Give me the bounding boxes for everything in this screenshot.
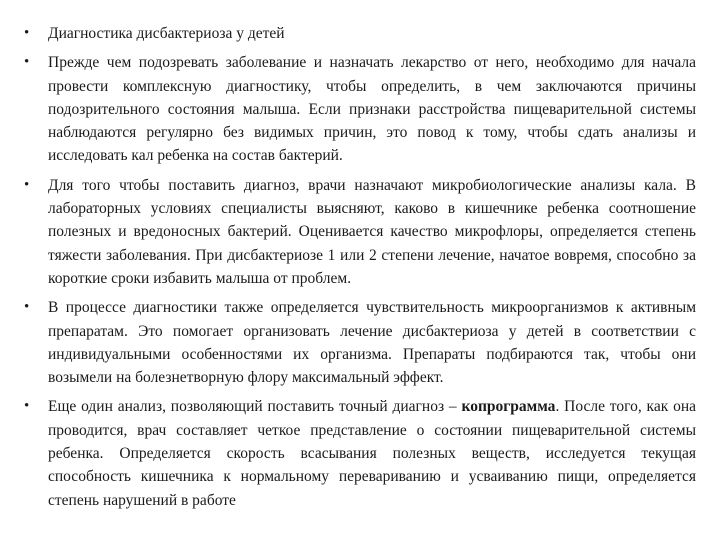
- bullet-icon: •: [24, 25, 30, 41]
- list-item: [0, 51, 720, 167]
- bold-term: копрограмма: [461, 398, 556, 416]
- bullet-icon: •: [24, 176, 30, 193]
- list-item: [0, 174, 720, 290]
- paragraph-text: В процессе диагностики также определяется чувствительность микроорганизмов к активным препаратам. Это помогает организовать лечение дисбактериоза у детей в соответствии с индивидуальными особенностями их организма. Препараты подбираются так, чтобы они возымели на болезнетворную флору максимальный эффект.: [48, 299, 696, 387]
- heading-text: Диагностика дисбактериоза у детей: [48, 25, 285, 42]
- paragraph-text: Для того чтобы поставить диагноз, врачи назначают микробиологические анализы кала. В лабораторных условиях специалисты выясняют, каково в кишечнике ребенка соотношение полезных и вредоносных бактерий. Оценивается качество микрофлоры, определяется степень тяжести заболевания. При дисбактериозе 1 или 2 степени лечение, начатое вовремя, способно за короткие сроки избавить малыша от проблем.: [48, 176, 696, 287]
- paragraph-text: Прежде чем подозревать заболевание и назначать лекарство от него, необходимо для начала провести комплексную диагностику, чтобы определить, в чем заключаются причины подозрительного состояния малыша. Если признаки расстройства пищеварительной системы наблюдаются регулярно без видимых причин, это повод к тому, чтобы сдать анализы и исследовать кал ребенка на состав бактерий.: [48, 54, 696, 165]
- bullet-list: [0, 22, 720, 518]
- paragraph-text-end: . После того, как она проводится, врач составляет четкое представление о состоянии пищеварительной системы ребенка. Определяется скорость всасывания полезных веществ, исследуется текущая способность кишечника к нормальному перевариванию и усваиванию пищи, определяется степень нарушений в работе: [48, 398, 697, 509]
- list-item: [0, 296, 720, 389]
- paragraph-text-start: Еще один анализ, позволяющий поставить точный диагноз –: [48, 398, 462, 416]
- bullet-icon: •: [24, 299, 30, 316]
- bullet-icon: •: [24, 54, 30, 71]
- list-item: [0, 395, 720, 511]
- paragraph-text: [48, 395, 696, 511]
- bullet-icon: •: [24, 398, 30, 415]
- list-item: [0, 22, 720, 45]
